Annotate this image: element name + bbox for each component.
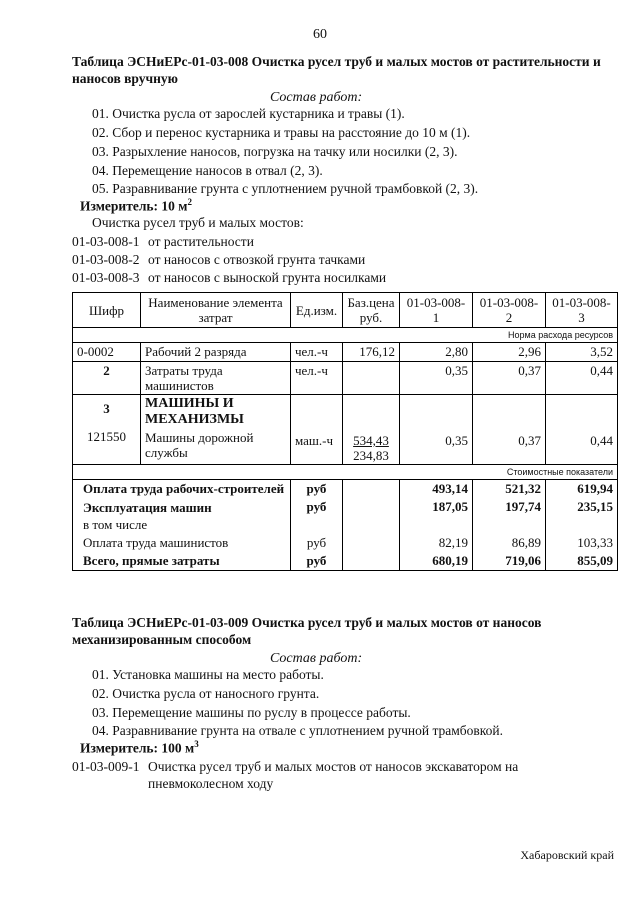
table-row	[73, 534, 618, 552]
table2-work-item: 03. Перемещение машины по руслу в процессе работы.	[92, 705, 411, 720]
row-name: МАШИНЫ И МЕХАНИЗМЫ Машины дорожной службы	[141, 395, 291, 465]
footer-region: Хабаровский край	[520, 848, 614, 862]
header-name: Наименование элемента затрат	[141, 293, 291, 328]
row-value-2: 0,37	[473, 362, 546, 395]
row-value-3: 3,52	[546, 343, 618, 362]
table1-item: 01-03-008-2 от наносов с отвозкой грунта тачками	[72, 252, 366, 267]
row-name: Затраты труда машинистов	[141, 362, 291, 395]
cost-table	[72, 292, 618, 571]
row-code: 3 121550	[73, 395, 141, 465]
row-name: Эксплуатация машин в том числе	[73, 498, 291, 534]
table1-work-item: 02. Сбор и перенос кустарника и травы на расстояние до 10 м (1).	[92, 125, 471, 140]
row-value-3: 0,44	[546, 395, 618, 465]
row-value-3: 103,33	[546, 534, 618, 552]
row-price	[343, 552, 400, 571]
table1-work-item: 01. Очистка русла от зарослей кустарника и травы (1).	[92, 106, 405, 121]
row-unit: маш.-ч	[291, 395, 343, 465]
row-unit: руб	[291, 534, 343, 552]
row-value-2: 197,74	[473, 498, 546, 534]
page-number: 60	[313, 27, 327, 42]
table-header-row	[73, 293, 618, 328]
row-unit: руб	[291, 498, 343, 534]
row-code: 0-0002	[73, 343, 141, 362]
header-col-1: 01-03-008-1	[400, 293, 473, 328]
table-row	[73, 362, 618, 395]
row-unit: руб	[291, 552, 343, 571]
row-value-2: 719,06	[473, 552, 546, 571]
row-unit: руб	[291, 480, 343, 499]
table2-work-item: 01. Установка машины на место работы.	[92, 667, 324, 682]
row-value-1: 82,19	[400, 534, 473, 552]
row-price	[343, 534, 400, 552]
row-name: Рабочий 2 разряда	[141, 343, 291, 362]
row-unit: чел.-ч	[291, 362, 343, 395]
row-price: 176,12	[343, 343, 400, 362]
table2-work-item: 04. Разравнивание грунта на отвале с уплотнением ручной трамбовкой.	[92, 723, 504, 738]
table-row	[73, 498, 618, 534]
table2-work-item: 02. Очистка русла от наносного грунта.	[92, 686, 320, 701]
table1-works-heading: Состав работ:	[270, 90, 363, 105]
row-price	[343, 362, 400, 395]
table-row	[73, 395, 618, 465]
table2-title: Таблица ЭСНиЕРс-01-03-009 Очистка русел труб и малых мостов от наносов механизированным способом	[72, 615, 542, 647]
table1-work-item: 03. Разрыхление наносов, погрузка на тачку или носилки (2, 3).	[92, 144, 458, 159]
table1-item: 01-03-008-3 от наносов с выноской грунта носилками	[72, 270, 387, 285]
row-value-3: 0,44	[546, 362, 618, 395]
table1-work-item: 05. Разравнивание грунта с уплотнением ручной трамбовкой (2, 3).	[92, 181, 479, 196]
row-price	[343, 480, 400, 499]
row-name: Оплата труда рабочих-строителей	[73, 480, 291, 499]
row-value-1: 0,35	[400, 395, 473, 465]
row-value-1: 493,14	[400, 480, 473, 499]
row-unit: чел.-ч	[291, 343, 343, 362]
table1-item: 01-03-008-1 от растительности	[72, 234, 254, 249]
header-base-price: Баз.цена руб.	[343, 293, 400, 328]
row-value-3: 619,94	[546, 480, 618, 499]
row-value-2: 86,89	[473, 534, 546, 552]
row-value-3: 235,15	[546, 498, 618, 534]
norm-label-row	[73, 328, 618, 343]
norm-label: Норма расхода ресурсов	[73, 328, 618, 343]
row-name: Оплата труда машинистов	[73, 534, 291, 552]
table1-work-item: 04. Перемещение наносов в отвал (2, 3).	[92, 163, 323, 178]
table1-title: Таблица ЭСНиЕРс-01-03-008 Очистка русел труб и малых мостов от растительности и наносов вручную	[72, 54, 601, 86]
table-row-total	[73, 552, 618, 571]
table2-works-heading: Состав работ:	[270, 651, 363, 666]
row-value-1: 0,35	[400, 362, 473, 395]
row-name: Всего, прямые затраты	[73, 552, 291, 571]
cost-label-row	[73, 465, 618, 480]
row-value-3: 855,09	[546, 552, 618, 571]
header-cipher: Шифр	[73, 293, 141, 328]
row-price: 534,43 234,83	[343, 395, 400, 465]
row-value-2: 2,96	[473, 343, 546, 362]
header-unit: Ед.изм.	[291, 293, 343, 328]
table2-item: 01-03-009-1 Очистка русел труб и малых мостов от наносов экскаватором на пневмоколесном ходу	[72, 759, 519, 791]
row-value-1: 187,05	[400, 498, 473, 534]
row-code: 2	[73, 362, 141, 395]
table1-intro: Очистка русел труб и малых мостов:	[92, 215, 304, 230]
table-row	[73, 480, 618, 499]
row-value-2: 0,37	[473, 395, 546, 465]
table-row	[73, 343, 618, 362]
row-value-2: 521,32	[473, 480, 546, 499]
cost-label: Стоимостные показатели	[73, 465, 618, 480]
table2-measure: Измеритель: 100 $м^3$	[80, 739, 199, 756]
header-col-3: 01-03-008-3	[546, 293, 618, 328]
row-value-1: 2,80	[400, 343, 473, 362]
header-col-2: 01-03-008-2	[473, 293, 546, 328]
row-price	[343, 498, 400, 534]
row-value-1: 680,19	[400, 552, 473, 571]
table1-measure: Измеритель: 10 $м^2$	[80, 197, 192, 214]
